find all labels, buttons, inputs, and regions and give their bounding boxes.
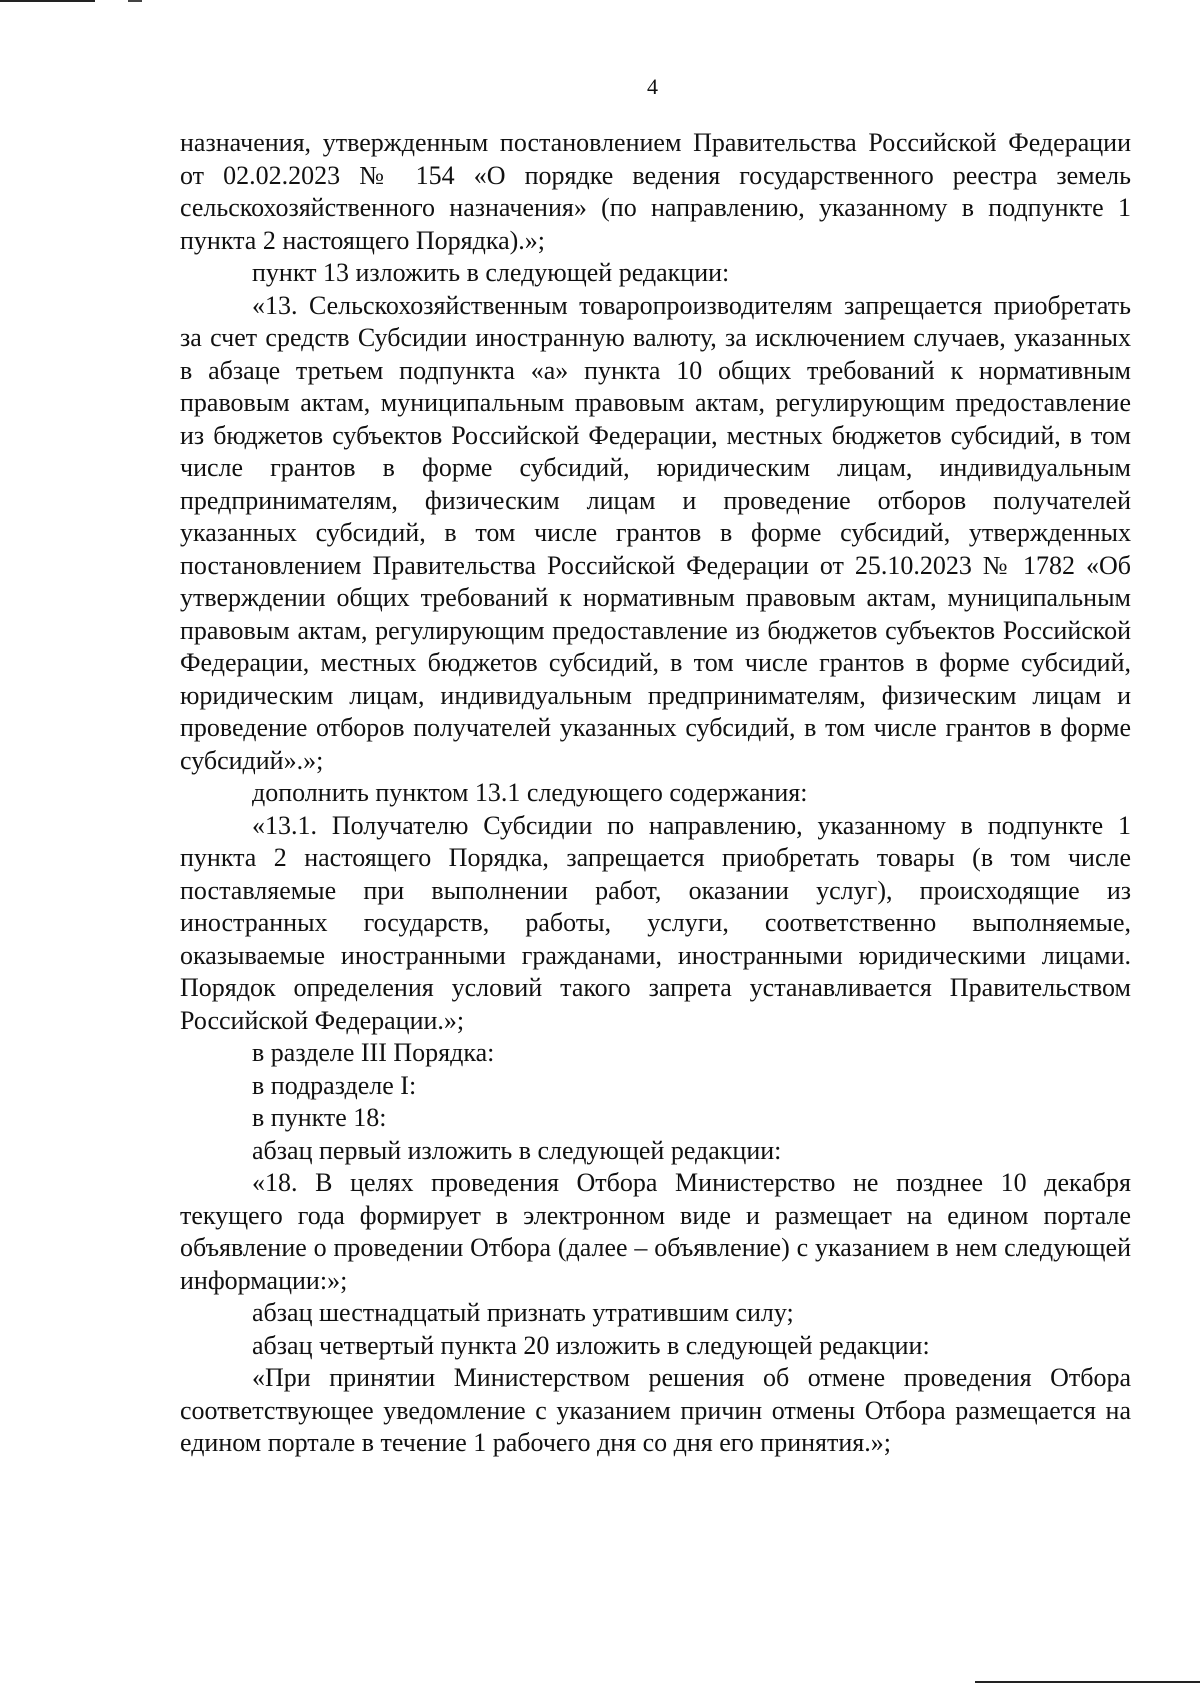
paragraph-item20-instruction: абзац четвертый пункта 20 изложить в следующей редакции: bbox=[252, 1330, 930, 1360]
paragraph-item13-instruction: пункт 13 изложить в следующей редакции: bbox=[252, 258, 730, 287]
paragraph-item18: в пункте 18: bbox=[252, 1103, 387, 1132]
paragraph-item18-text: «18. В целях проведения Отбора Министерство не позднее 10 декабря текущего года формирует в электронном виде и размещает на едином портале объявление о проведении Отбора (далее – объявление) с указанием в нем следующей информации:»; bbox=[180, 1168, 1131, 1295]
paragraph-item13-text: «13. Сельскохозяйственным товаропроизводителям запрещается приобретать за счет средств Субсидии иностранную валюту, за исключением случаев, указанных в абзаце третьем подпункта «а» пункта 10 общих требований к нормативным правовым актам, муниципальным правовым актам, регулирующим предоставление из бюджетов субъектов Российской Федерации, местных бюджетов субсидий, в том числе грантов в форме субсидий, юридическим лицам, индивидуальным предпринимателям, физическим лицам и проведение отборов получателей указанных субсидий, в том числе грантов в форме субсидий, утвержденных постановлением Правительства Российской Федерации от 25.10.2023 № 1782 «Об утверждении общих требований к нормативным правовым актам, муниципальным правовым актам, регулирующим предоставление из бюджетов субъектов Российской Федерации, местных бюджетов субсидий, в том числе грантов в форме субсидий, юридическим лицам, индивидуальным предпринимателям, физическим лицам и проведение отборов получателей указанных субсидий, в том числе грантов в форме субсидий».»; bbox=[180, 290, 1131, 775]
paragraph-continuation: назначения, утвержденным постановлением Правительства Российской Федерации от 02.02.2023 № 154 «О порядке ведения государственного реестра земель сельскохозяйственного назначения» (по направлению, указанному в подпункте 1 пункта 2 настоящего Порядка).»; bbox=[180, 128, 1131, 255]
paragraph-item13-1-instruction: дополнить пунктом 13.1 следующего содержания: bbox=[252, 778, 808, 807]
scan-edge-mark bbox=[0, 0, 95, 2]
scan-edge-mark bbox=[975, 1681, 1200, 1683]
paragraph-subsection1: в подразделе I: bbox=[252, 1070, 417, 1100]
paragraph-item18-instruction: абзац первый изложить в следующей редакции: bbox=[252, 1135, 782, 1165]
document-body bbox=[180, 127, 1131, 1460]
page-number: 4 bbox=[647, 74, 658, 99]
scan-edge-mark bbox=[128, 0, 142, 2]
paragraph-section3: в разделе III Порядка: bbox=[252, 1038, 495, 1067]
paragraph-abzac16: абзац шестнадцатый признать утратившим силу; bbox=[252, 1298, 794, 1327]
paragraph-item20-text: «При принятии Министерством решения об отмене проведения Отбора соответствующее уведомление с указанием причин отмены Отбора размещается на едином портале в течение 1 рабочего дня со дня его принятия.»; bbox=[180, 1363, 1131, 1457]
paragraph-item13-1-text: «13.1. Получателю Субсидии по направлению, указанному в подпункте 1 пункта 2 настоящего Порядка, запрещается приобретать товары (в том числе поставляемые при выполнении работ, оказании услуг), происходящие из иностранных государств, работы, услуги, соответственно выполняемые, оказываемые иностранными гражданами, иностранными юридическими лицами. Порядок определения условий такого запрета устанавливается Правительством Российской Федерации.»; bbox=[180, 810, 1131, 1035]
